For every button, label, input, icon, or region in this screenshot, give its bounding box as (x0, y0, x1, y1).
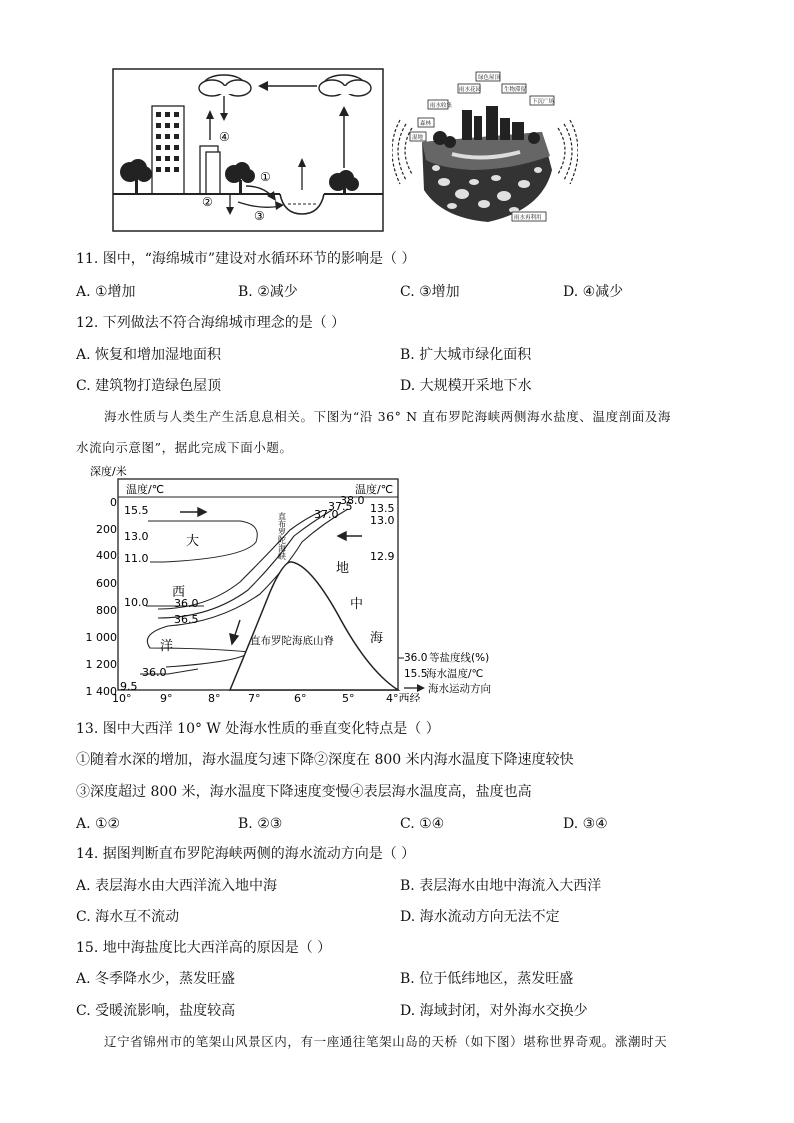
region-atlantic-1: 大 (186, 534, 200, 549)
svg-text:37.0: 37.0 (314, 508, 339, 521)
legend-temp-text: 海水温度/℃ (426, 668, 484, 680)
depth-axis-title: 深度/米 (90, 465, 127, 478)
svg-text:11.0: 11.0 (124, 552, 149, 565)
svg-text:雨水花园: 雨水花园 (459, 87, 482, 93)
svg-text:直布罗陀海峡: 直布罗陀海峡 (277, 512, 287, 560)
q13-statements-2: ③深度超过 800 米，海水温度下降速度变慢④表层海水温度高，盐度也高 (76, 784, 532, 800)
svg-text:①: ① (260, 170, 271, 184)
depth-tick-400: 400 (96, 549, 117, 562)
q12-option-c[interactable]: C. 建筑物打造绿色屋顶 (76, 378, 222, 394)
q14-option-c[interactable]: C. 海水互不流动 (76, 909, 180, 925)
q15-option-d[interactable]: D. 海域封闭，对外海水交换少 (400, 1003, 588, 1019)
q15-option-a[interactable]: A. 冬季降水少，蒸发旺盛 (76, 971, 236, 987)
intro-paragraph-3-line-1: 辽宁省锦州市的笔架山风景区内，有一座通往笔架山岛的天桥（如下图）堪称世界奇观。涨潮时天 (104, 1034, 668, 1049)
svg-text:雨水再利用: 雨水再利用 (514, 215, 542, 221)
svg-text:下沉广场: 下沉广场 (532, 99, 555, 105)
water-cycle-figure (112, 68, 384, 232)
legend-isohaline-value: 36.0 (404, 652, 428, 664)
temp-title-left: 温度/℃ (126, 483, 165, 496)
lon-tick-4: 4°西经 (386, 692, 421, 702)
q12-option-d[interactable]: D. 大规模开采地下水 (400, 378, 532, 394)
svg-text:36.0: 36.0 (142, 666, 167, 679)
depth-tick-0: 0 (110, 496, 117, 509)
q12-stem: 12. 下列做法不符合海绵城市理念的是（ ） (76, 315, 346, 331)
svg-text:③: ③ (254, 209, 265, 223)
depth-tick-1200: 1 200 (85, 658, 117, 671)
region-med-2: 中 (350, 597, 364, 612)
region-med-1: 地 (336, 561, 350, 576)
svg-text:13.0: 13.0 (370, 514, 395, 527)
q13-option-c[interactable]: C. ①④ (400, 816, 445, 832)
svg-text:15.5: 15.5 (124, 504, 149, 517)
lon-tick-6: 6° (294, 692, 307, 702)
temp-title-right: 温度/℃ (355, 483, 394, 496)
strait-label (278, 511, 287, 561)
chart-legend (398, 651, 491, 695)
intro-paragraph-line-2: 水流向示意图”，据此完成下面小题。 (76, 440, 293, 455)
svg-text:湿地: 湿地 (412, 135, 424, 141)
q11-option-b[interactable]: B. ②减少 (238, 284, 298, 300)
svg-text:13.0: 13.0 (124, 530, 149, 543)
longitude-ticks (112, 692, 421, 702)
q13-option-d[interactable]: D. ③④ (563, 816, 608, 832)
lon-tick-5: 5° (342, 692, 355, 702)
q13-stem: 13. 图中大西洋 10° W 处海水性质的垂直变化特点是（ ） (76, 721, 440, 737)
q14-option-a[interactable]: A. 表层海水由大西洋流入地中海 (76, 878, 278, 894)
svg-text:36.5: 36.5 (174, 613, 199, 626)
region-med-3: 海 (370, 631, 384, 646)
depth-tick-600: 600 (96, 577, 117, 590)
q11-option-a[interactable]: A. ①增加 (76, 284, 136, 300)
svg-text:37.5: 37.5 (328, 500, 353, 513)
depth-tick-1400: 1 400 (85, 685, 117, 698)
svg-text:38.0: 38.0 (340, 494, 365, 507)
q13-statements-1: ①随着水深的增加，海水温度匀速下降②深度在 800 米内海水温度下降速度较快 (76, 752, 574, 768)
depth-tick-200: 200 (96, 523, 117, 536)
depth-ticks (86, 496, 118, 698)
svg-text:②: ② (202, 195, 213, 209)
strait-profile-chart (80, 462, 510, 702)
svg-text:36.0: 36.0 (174, 597, 199, 610)
q13-option-a[interactable]: A. ①② (76, 816, 121, 832)
intro-paragraph-line-1: 海水性质与人类生产生活息息相关。下图为“沿 36° N 直布罗陀海峡两侧海水盐度、温度剖面及海 (104, 409, 672, 424)
svg-text:12.9: 12.9 (370, 550, 395, 563)
q11-option-c[interactable]: C. ③增加 (400, 284, 460, 300)
depth-tick-1000: 1 000 (85, 631, 117, 644)
svg-text:④: ④ (219, 130, 230, 144)
svg-text:9.5: 9.5 (120, 680, 138, 693)
q13-option-b[interactable]: B. ②③ (238, 816, 283, 832)
svg-text:生物滞留: 生物滞留 (504, 87, 527, 93)
legend-flow-text: 海水运动方向 (428, 683, 491, 695)
q11-stem: 11. 图中，“海绵城市”建设对水循环环节的影响是（ ） (76, 251, 416, 267)
q14-stem: 14. 据图判断直布罗陀海峡两侧的海水流动方向是（ ） (76, 846, 416, 862)
legend-temp-value: 15.5 (404, 668, 428, 680)
svg-text:绿色屋顶: 绿色屋顶 (478, 75, 501, 81)
q15-option-b[interactable]: B. 位于低纬地区，蒸发旺盛 (400, 971, 574, 987)
svg-text:10.0: 10.0 (124, 596, 149, 609)
depth-tick-800: 800 (96, 604, 117, 617)
svg-text:森林: 森林 (420, 121, 432, 127)
q14-option-b[interactable]: B. 表层海水由地中海流入大西洋 (400, 878, 602, 894)
region-atlantic-2: 西 (172, 585, 186, 600)
region-atlantic-3: 洋 (160, 639, 174, 654)
lon-tick-9: 9° (160, 692, 173, 702)
q15-option-c[interactable]: C. 受暖流影响，盐度较高 (76, 1003, 236, 1019)
q12-option-b[interactable]: B. 扩大城市绿化面积 (400, 347, 532, 363)
lon-tick-10: 10° (112, 692, 132, 702)
ridge-label: 直布罗陀海底山脊 (250, 635, 334, 647)
legend-isohaline-text: 等盐度线(%) (429, 652, 490, 664)
svg-text:13.5: 13.5 (370, 502, 395, 515)
q15-stem: 15. 地中海盐度比大西洋高的原因是（ ） (76, 940, 332, 956)
q11-option-d[interactable]: D. ④减少 (563, 284, 624, 300)
svg-text:雨水收集: 雨水收集 (430, 103, 453, 109)
q12-option-a[interactable]: A. 恢复和增加湿地面积 (76, 347, 222, 363)
lon-tick-8: 8° (208, 692, 221, 702)
q14-option-d[interactable]: D. 海水流动方向无法不定 (400, 909, 560, 925)
lon-tick-7: 7° (248, 692, 261, 702)
sponge-city-illustration (392, 70, 578, 230)
